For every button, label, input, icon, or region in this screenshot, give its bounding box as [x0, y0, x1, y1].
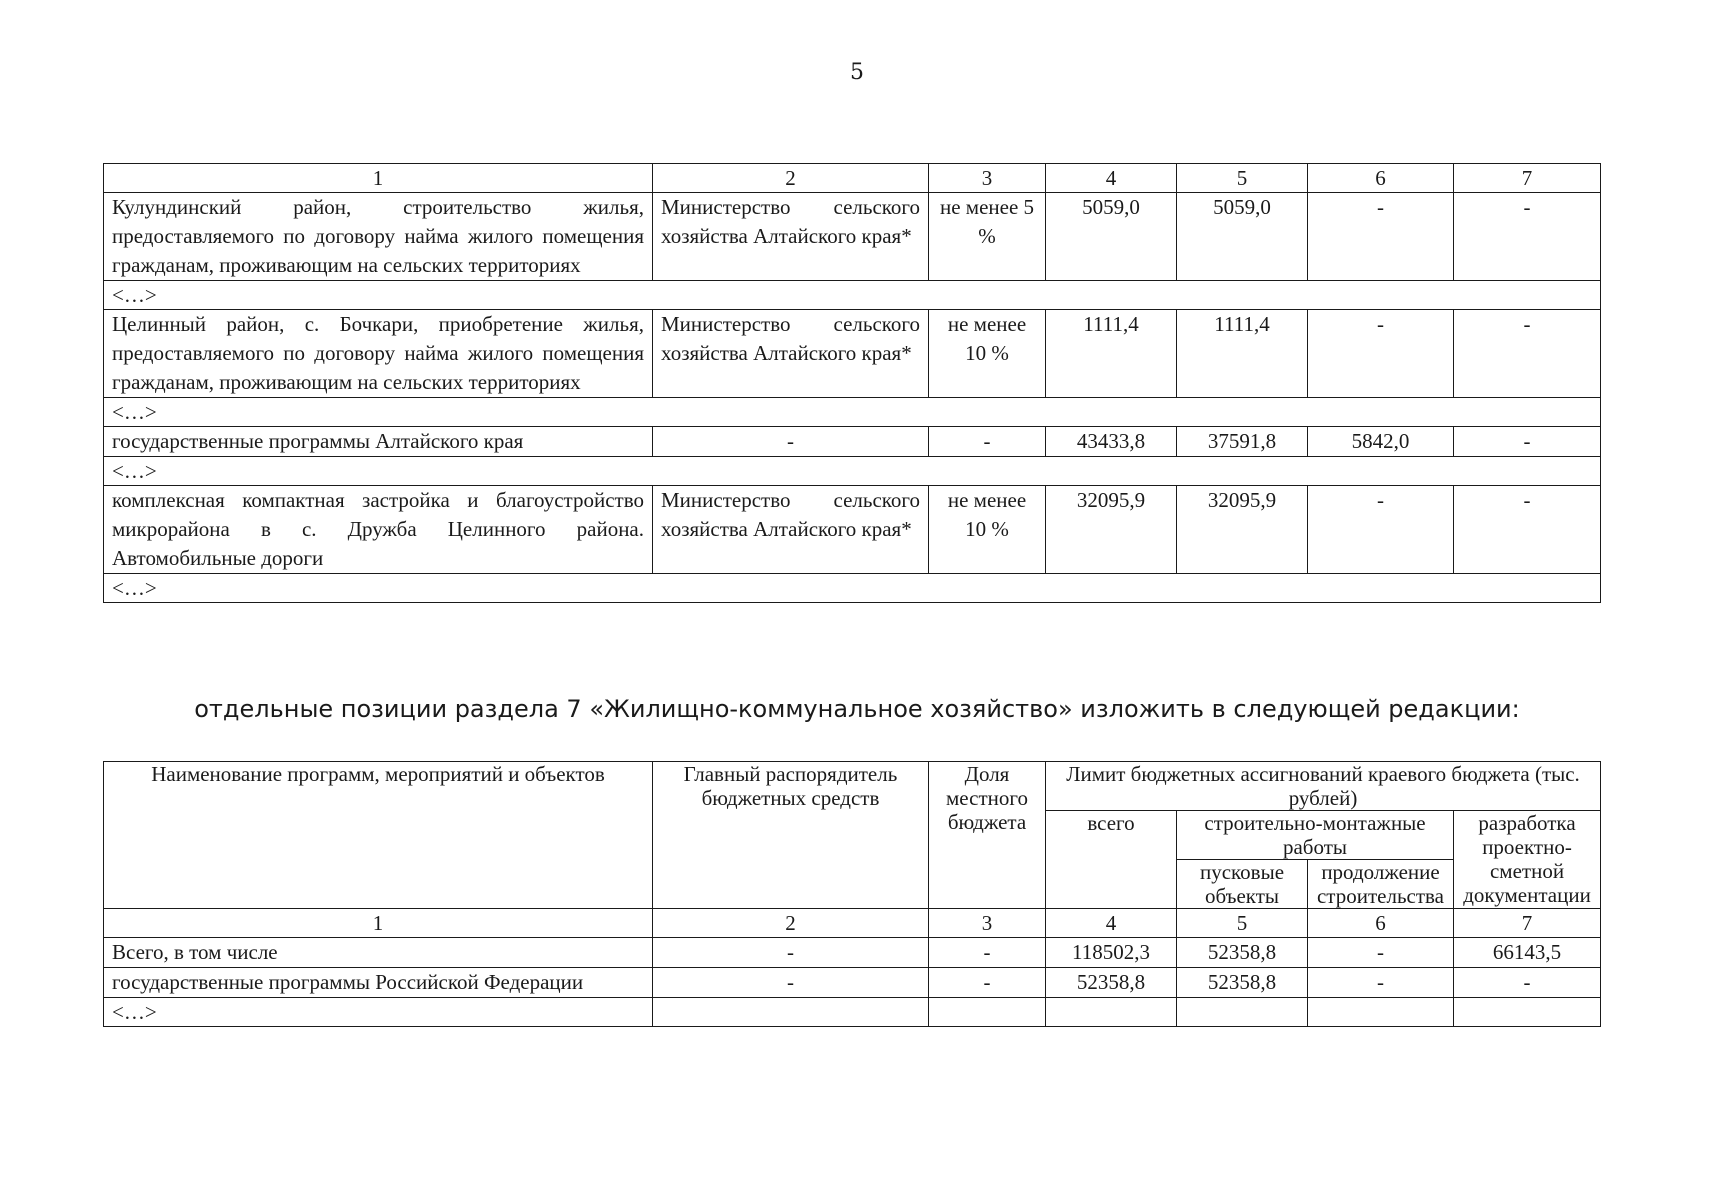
- column-number: 2: [653, 909, 929, 938]
- local-budget-share: -: [929, 938, 1046, 968]
- header-construction: строительно-монтажные работы: [1177, 811, 1454, 860]
- table-row: [104, 427, 1601, 457]
- design-documentation-value: -: [1454, 427, 1601, 457]
- launch-objects-value: 5059,0: [1177, 193, 1308, 281]
- total-value: 32095,9: [1046, 486, 1177, 574]
- header-total: всего: [1046, 811, 1177, 909]
- table-row: [104, 310, 1601, 398]
- omission-mark: <…>: [104, 398, 1601, 427]
- design-documentation-value: -: [1454, 968, 1601, 998]
- header-row: [104, 762, 1601, 811]
- column-number: 7: [1454, 164, 1601, 193]
- budget-administrator: -: [653, 938, 929, 968]
- header-administrator: Главный распорядитель бюджетных средств: [653, 762, 929, 909]
- object-name: Всего, в том числе: [104, 938, 653, 968]
- budget-administrator: Министерство сельского хозяйства Алтайского края*: [653, 193, 929, 281]
- empty-cell: [1308, 998, 1454, 1027]
- design-documentation-value: -: [1454, 310, 1601, 398]
- continuation-value: -: [1308, 310, 1454, 398]
- omission-mark: <…>: [104, 998, 653, 1027]
- continuation-value: -: [1308, 968, 1454, 998]
- object-name: государственные программы Российской Федерации: [104, 968, 653, 998]
- header-continuation: продолжение строительства: [1308, 860, 1454, 909]
- column-number: 2: [653, 164, 929, 193]
- table-row: [104, 486, 1601, 574]
- object-name: государственные программы Алтайского края: [104, 427, 653, 457]
- local-budget-share: не менее 5 %: [929, 193, 1046, 281]
- header-launch-objects: пусковые объекты: [1177, 860, 1308, 909]
- design-documentation-value: -: [1454, 193, 1601, 281]
- column-number: 1: [104, 164, 653, 193]
- empty-cell: [1046, 998, 1177, 1027]
- total-value: 5059,0: [1046, 193, 1177, 281]
- column-number-row: [104, 164, 1601, 193]
- total-value: 118502,3: [1046, 938, 1177, 968]
- empty-cell: [653, 998, 929, 1027]
- launch-objects-value: 52358,8: [1177, 968, 1308, 998]
- local-budget-share: -: [929, 968, 1046, 998]
- budget-administrator: -: [653, 968, 929, 998]
- total-value: 43433,8: [1046, 427, 1177, 457]
- launch-objects-value: 37591,8: [1177, 427, 1308, 457]
- empty-cell: [929, 998, 1046, 1027]
- budget-administrator: Министерство сельского хозяйства Алтайского края*: [653, 310, 929, 398]
- table-row: [104, 968, 1601, 998]
- continuation-value: -: [1308, 193, 1454, 281]
- local-budget-share: -: [929, 427, 1046, 457]
- table-row: [104, 938, 1601, 968]
- column-number-row: [104, 909, 1601, 938]
- column-number: 3: [929, 909, 1046, 938]
- column-number: 6: [1308, 909, 1454, 938]
- budget-administrator: Министерство сельского хозяйства Алтайского края*: [653, 486, 929, 574]
- section-instruction: отдельные позиции раздела 7 «Жилищно-коммунальное хозяйство» изложить в следующей редакции:: [194, 695, 1520, 723]
- column-number: 3: [929, 164, 1046, 193]
- column-number: 5: [1177, 909, 1308, 938]
- local-budget-share: не менее 10 %: [929, 310, 1046, 398]
- omission-mark: <…>: [104, 281, 1601, 310]
- table-row: [104, 193, 1601, 281]
- object-name: Целинный район, с. Бочкари, приобретение жилья, предоставляемого по договору найма жилого помещения гражданам, проживающим на сельских территориях: [104, 310, 653, 398]
- continuation-value: -: [1308, 486, 1454, 574]
- empty-cell: [1177, 998, 1308, 1027]
- continuation-value: -: [1308, 938, 1454, 968]
- column-number: 4: [1046, 909, 1177, 938]
- omission-row: [104, 574, 1601, 603]
- object-name: Кулундинский район, строительство жилья, предоставляемого по договору найма жилого помещения гражданам, проживающим на сельских территориях: [104, 193, 653, 281]
- column-number: 6: [1308, 164, 1454, 193]
- launch-objects-value: 1111,4: [1177, 310, 1308, 398]
- omission-mark: <…>: [104, 574, 1601, 603]
- header-budget-limit: Лимит бюджетных ассигнований краевого бюджета (тыс. рублей): [1046, 762, 1601, 811]
- column-number: 4: [1046, 164, 1177, 193]
- housing-utilities-table: [103, 761, 1601, 1027]
- launch-objects-value: 52358,8: [1177, 938, 1308, 968]
- header-local-share: Доля местного бюджета: [929, 762, 1046, 909]
- local-budget-share: не менее 10 %: [929, 486, 1046, 574]
- budget-table-continued: [103, 163, 1601, 603]
- total-value: 1111,4: [1046, 310, 1177, 398]
- omission-row: [104, 281, 1601, 310]
- total-value: 52358,8: [1046, 968, 1177, 998]
- launch-objects-value: 32095,9: [1177, 486, 1308, 574]
- page-number: 5: [850, 60, 864, 85]
- design-documentation-value: 66143,5: [1454, 938, 1601, 968]
- column-number: 5: [1177, 164, 1308, 193]
- design-documentation-value: -: [1454, 486, 1601, 574]
- omission-row: [104, 398, 1601, 427]
- continuation-value: 5842,0: [1308, 427, 1454, 457]
- header-design-documentation: разработка проектно-сметной документации: [1454, 811, 1601, 909]
- omission-row: [104, 457, 1601, 486]
- column-number: 1: [104, 909, 653, 938]
- empty-cell: [1454, 998, 1601, 1027]
- omission-mark: <…>: [104, 457, 1601, 486]
- omission-row: [104, 998, 1601, 1027]
- header-name: Наименование программ, мероприятий и объектов: [104, 762, 653, 909]
- object-name: комплексная компактная застройка и благоустройство микрорайона в с. Дружба Целинного района. Автомобильные дороги: [104, 486, 653, 574]
- column-number: 7: [1454, 909, 1601, 938]
- budget-administrator: -: [653, 427, 929, 457]
